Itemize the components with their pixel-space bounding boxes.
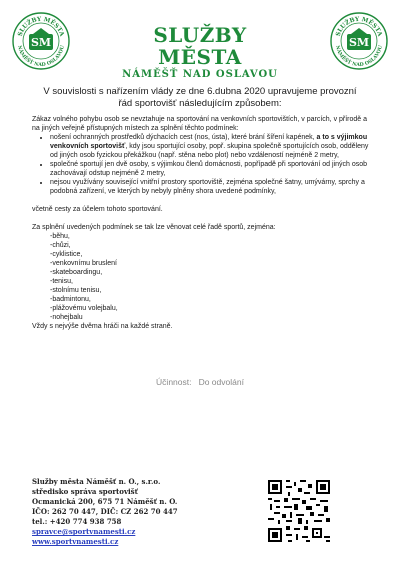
intro-line-2: řád sportovišť následujícím způsobem: bbox=[118, 98, 282, 109]
sports-intro: Za splnění uvedených podmínek se tak lze věnovat celé řadě sportů, zejména: bbox=[32, 224, 276, 231]
closing-line: včetně cesty za účelem tohoto sportování. bbox=[32, 206, 163, 213]
sports-list bbox=[32, 232, 372, 322]
company-name: Služby města Náměšť n. O., s.r.o. bbox=[32, 477, 161, 486]
svg-text:SLUŽBY MĚSTA: SLUŽBY MĚSTA bbox=[334, 15, 384, 38]
conditions-list bbox=[32, 133, 372, 196]
email-link[interactable]: spravce@sportvnamesti.cz bbox=[32, 527, 136, 536]
department: středisko správa sportovišť bbox=[32, 487, 138, 496]
svg-text:SM: SM bbox=[348, 36, 370, 49]
company-ids: IČO: 262 70 447, DIČ: CZ 262 70 447 bbox=[32, 507, 178, 516]
svg-text:SM: SM bbox=[30, 36, 52, 49]
svg-text:SLUŽBY MĚSTA: SLUŽBY MĚSTA bbox=[16, 15, 66, 38]
sport-item: -stolnímu tenisu, bbox=[50, 287, 102, 294]
condition-item: • nejsou využívány související vnitřní prostory sportoviště, zejména společné šatny, umývárny, sprchy a podobná zařízení, ve kterých by nebyly plněny shora uvedené podmínky, bbox=[50, 178, 372, 196]
sport-item: -cyklistice, bbox=[50, 251, 83, 258]
city-services-logo-left bbox=[12, 12, 70, 70]
rules-paragraph: Zákaz volného pohybu osob se nevztahuje na sportování na venkovních sportovištích, v parcích, v přírodě a na jiných veřejně přístupných místech za splnění těchto podmínek: bbox=[32, 116, 368, 132]
sport-item: -venkovnímu bruslení bbox=[50, 260, 117, 267]
brand-subtitle: NÁMĚŠŤ NAD OSLAVOU bbox=[122, 69, 278, 80]
sport-item: -chůzi, bbox=[50, 242, 71, 249]
svg-text:NÁMĚŠŤ NAD OSLAVOU: NÁMĚŠŤ NAD OSLAVOU bbox=[334, 44, 384, 69]
sport-item: -plážovému volejbalu, bbox=[50, 305, 118, 312]
sport-item: -běhu, bbox=[50, 233, 70, 240]
sport-item: -nohejbalu bbox=[50, 314, 83, 321]
phone: tel.: +420 774 938 758 bbox=[32, 517, 122, 526]
svg-text:NÁMĚŠŤ NAD OSLAVOU: NÁMĚŠŤ NAD OSLAVOU bbox=[16, 44, 66, 69]
address: Ocmanická 200, 675 71 Náměšť n. O. bbox=[32, 497, 178, 506]
intro-text bbox=[30, 86, 370, 110]
page-header bbox=[0, 0, 400, 80]
sport-item: -skateboardingu, bbox=[50, 269, 103, 276]
condition-item: • společné sportují jen dvě osoby, s výjimkou členů domácnosti, popřípadě při sportování od jiných osob zachovávají odstup nejméně 2 metry, bbox=[50, 160, 372, 178]
players-rule: Vždy s nejvýše dvěma hráči na každé straně. bbox=[32, 323, 173, 330]
qr-code-icon bbox=[266, 478, 332, 544]
sport-item: -tenisu, bbox=[50, 278, 73, 285]
brand-block bbox=[110, 24, 290, 80]
city-services-logo-right bbox=[330, 12, 388, 70]
brand-title: SLUŽBY MĚSTA bbox=[153, 23, 247, 69]
contact-footer bbox=[32, 477, 252, 547]
website-link[interactable]: www.sportvnamesti.cz bbox=[32, 537, 119, 546]
intro-line-1: V souvislosti s nařízením vlády ze dne 6.dubna 2020 upravujeme provozní bbox=[43, 86, 357, 97]
rules-body bbox=[32, 115, 372, 331]
condition-item: • nošení ochranných prostředků dýchacích cest (nos, ústa), které brání šíření kapének, a to s výjimkou venkovních sportovišť, kdy jsou sportující osoby, popř. skupina společně sportujících osob, odděleny od jiných osob fyzickou překážkou (např. stěna nebo plot) nebo vzdáleností nejméně 2 metry, bbox=[50, 133, 372, 160]
sport-item: -badmintonu, bbox=[50, 296, 91, 303]
validity-note: Účinnost: Do odvolání bbox=[156, 377, 244, 387]
